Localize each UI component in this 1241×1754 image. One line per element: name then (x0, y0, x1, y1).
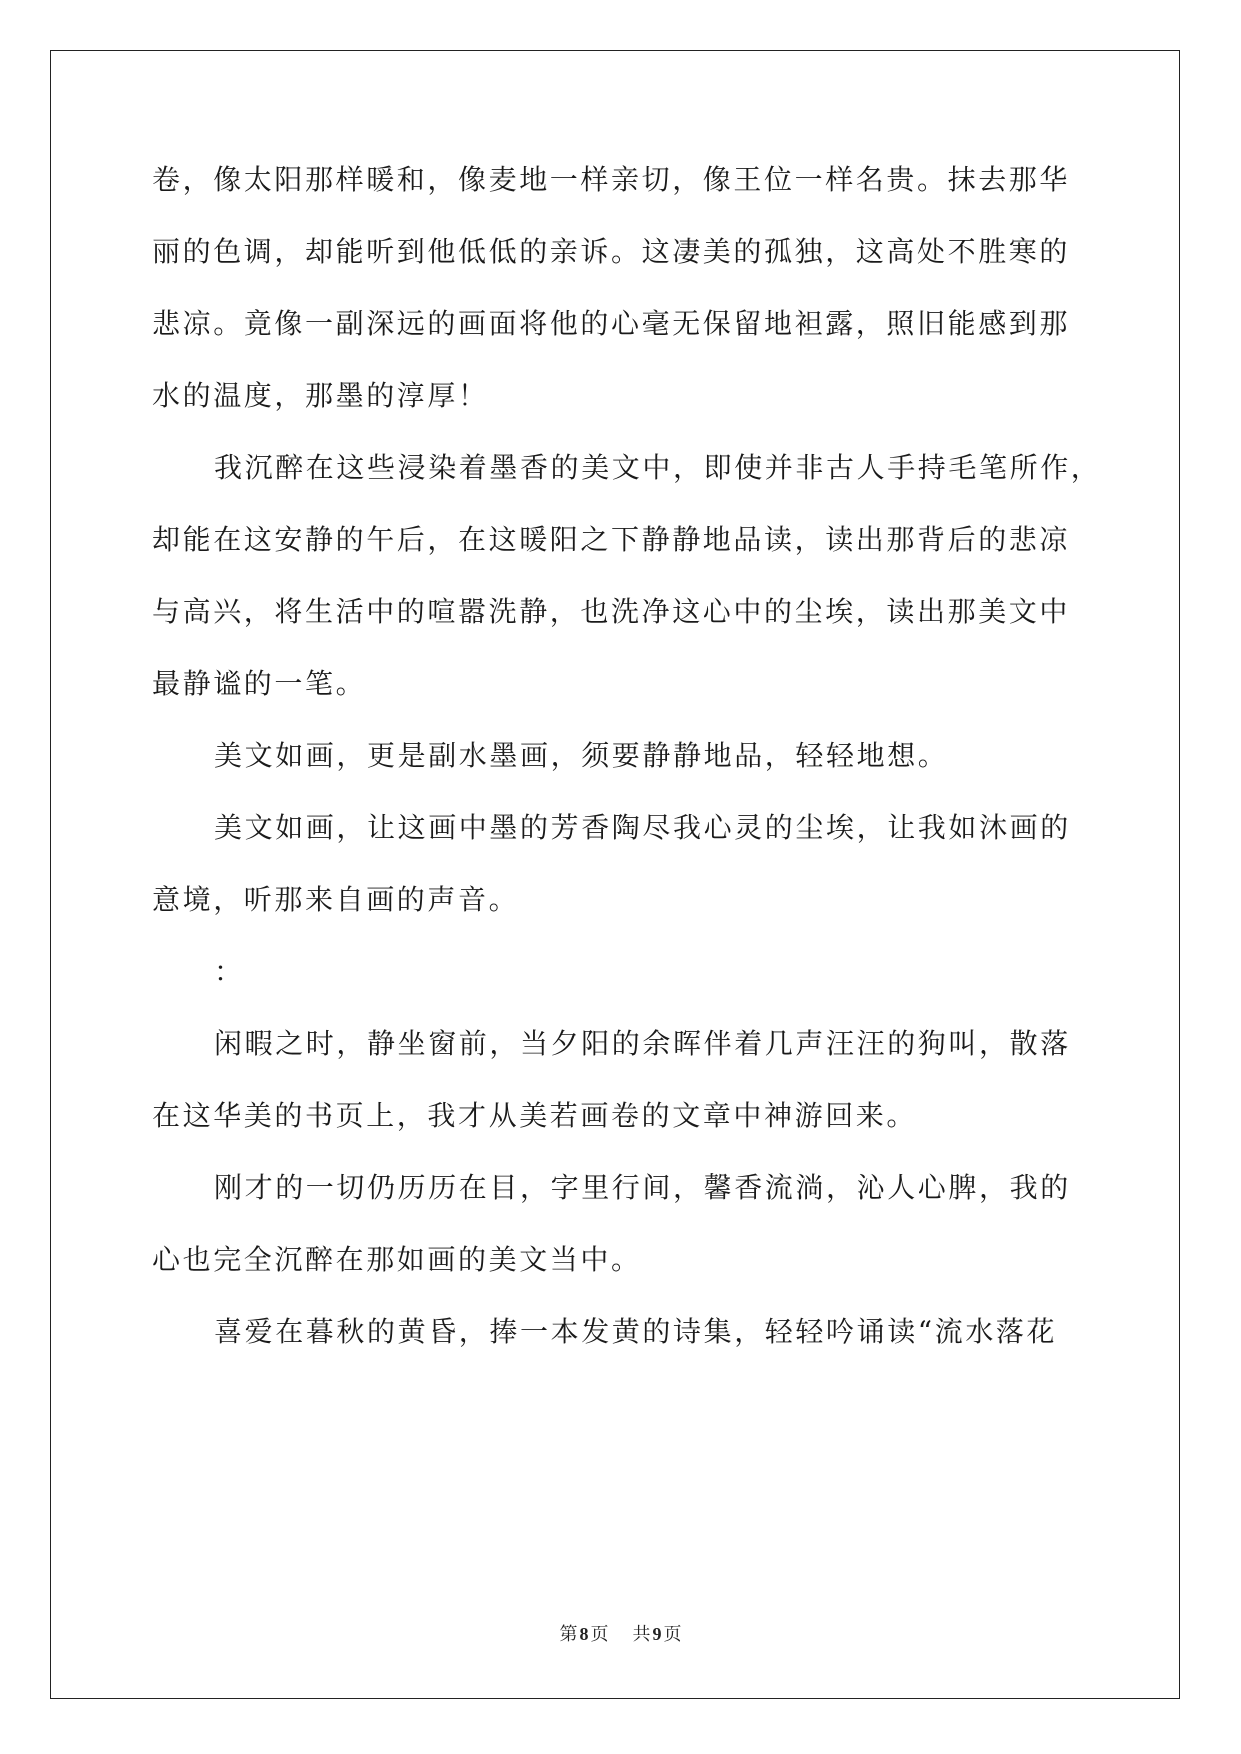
text-line: 我沉醉在这些浸染着墨香的美文中，即使并非古人手持毛笔所作， (214, 451, 1102, 484)
text-line: 与高兴，将生活中的喧嚣洗静，也洗净这心中的尘埃，读出那美文中 (152, 595, 1071, 628)
footer-prefix: 第 (559, 1624, 578, 1645)
footer-total-prefix: 共 (632, 1624, 651, 1645)
text-line: 悲凉。竟像一副深远的画面将他的心毫无保留地袒露，照旧能感到那 (152, 307, 1071, 340)
text-line: 闲暇之时，静坐窗前，当夕阳的余晖伴着几声汪汪的狗叫，散落 (214, 1027, 1071, 1060)
text-line: 却能在这安静的午后，在这暖阳之下静静地品读，读出那背后的悲凉 (152, 523, 1071, 556)
text-line: 美文如画，让这画中墨的芳香陶尽我心灵的尘埃，让我如沐画的 (214, 811, 1071, 844)
text-line: 最静谧的一笔。 (152, 667, 367, 700)
text-line: 水的温度，那墨的淳厚！ (152, 379, 489, 412)
text-line: 喜爱在暮秋的黄昏，捧一本发黄的诗集，轻轻吟诵读“流水落花 (214, 1315, 1058, 1348)
page-border (50, 50, 1180, 1699)
text-line: 刚才的一切仍历历在目，字里行间，馨香流淌，沁人心脾，我的 (214, 1171, 1071, 1204)
total-pages: 9 (652, 1624, 662, 1644)
footer-page-unit: 页 (590, 1624, 609, 1645)
page-footer (0, 1622, 1241, 1647)
text-line: 在这华美的书页上，我才从美若画卷的文章中神游回来。 (152, 1099, 918, 1132)
text-line: 心也完全沉醉在那如画的美文当中。 (152, 1243, 642, 1276)
page-number: 8 (579, 1624, 589, 1644)
text-line: ： (214, 955, 245, 988)
text-line: 意境，听那来自画的声音。 (152, 883, 520, 916)
text-line: 卷，像太阳那样暖和，像麦地一样亲切，像王位一样名贵。抹去那华 (152, 163, 1071, 196)
text-line: 美文如画，更是副水墨画，须要静静地品，轻轻地想。 (214, 739, 949, 772)
text-line: 丽的色调，却能听到他低低的亲诉。这凄美的孤独，这高处不胜寒的 (152, 235, 1071, 268)
footer-total-unit: 页 (663, 1624, 682, 1645)
